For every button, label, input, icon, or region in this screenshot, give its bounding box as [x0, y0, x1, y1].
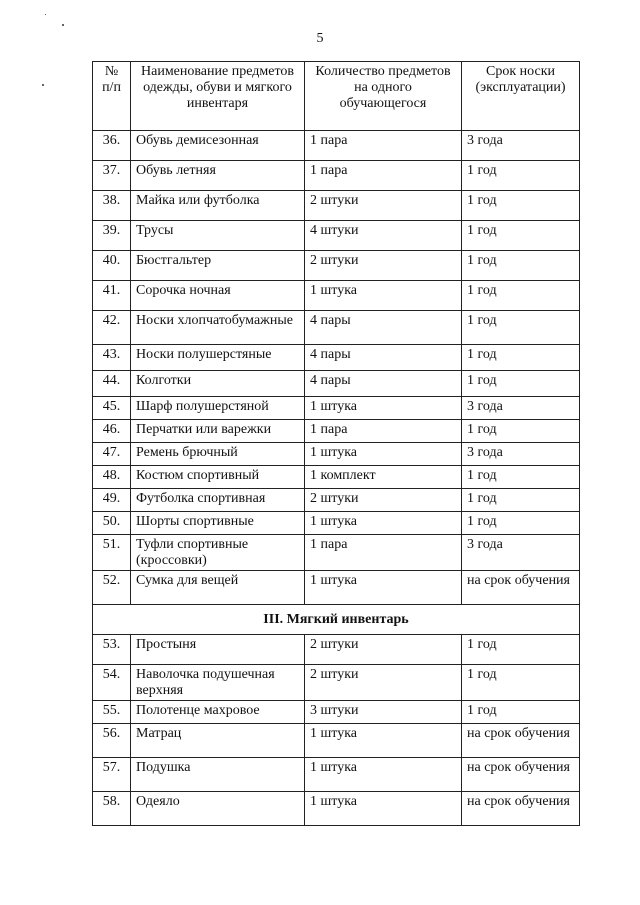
table-row: [93, 443, 580, 466]
scan-speck: [62, 24, 64, 26]
table-section: [93, 605, 580, 635]
item-wear-term: 3 года: [462, 443, 580, 466]
table-row: [93, 161, 580, 191]
header-item-name: Наименование предметов одежды, обуви и мягкого инвентаря: [131, 62, 305, 131]
table-row: [93, 371, 580, 397]
table-row: [93, 724, 580, 758]
row-number: 51.: [93, 535, 131, 571]
item-quantity: 4 пары: [305, 371, 462, 397]
table-row: [93, 131, 580, 161]
item-quantity: 1 штука: [305, 281, 462, 311]
table-row: [93, 758, 580, 792]
item-wear-term: 3 года: [462, 535, 580, 571]
item-wear-term: 1 год: [462, 701, 580, 724]
table-row: [93, 489, 580, 512]
item-quantity: 1 штука: [305, 443, 462, 466]
table-row: [93, 397, 580, 420]
item-quantity: 4 пары: [305, 311, 462, 345]
item-name: Сорочка ночная: [131, 281, 305, 311]
table-row: [93, 701, 580, 724]
item-name: Носки хлопчатобумажные: [131, 311, 305, 345]
table-row: [93, 512, 580, 535]
table-row: [93, 535, 580, 571]
item-name: Простыня: [131, 635, 305, 665]
clothing-norms-table: [92, 61, 580, 826]
item-quantity: 2 штуки: [305, 251, 462, 281]
item-quantity: 2 штуки: [305, 489, 462, 512]
row-number: 52.: [93, 571, 131, 605]
item-name: Наволочка подушечная верхняя: [131, 665, 305, 701]
item-name: Колготки: [131, 371, 305, 397]
scan-speck: [45, 14, 46, 15]
item-name: Одеяло: [131, 792, 305, 826]
item-quantity: 1 штука: [305, 724, 462, 758]
item-quantity: 1 пара: [305, 131, 462, 161]
row-number: 37.: [93, 161, 131, 191]
row-number: 45.: [93, 397, 131, 420]
item-quantity: 1 штука: [305, 397, 462, 420]
table-row: [93, 191, 580, 221]
item-wear-term: 1 год: [462, 345, 580, 371]
scan-speck: [42, 84, 44, 86]
item-name: Сумка для вещей: [131, 571, 305, 605]
section-row: [93, 605, 580, 635]
item-wear-term: 1 год: [462, 420, 580, 443]
row-number: 38.: [93, 191, 131, 221]
row-number: 40.: [93, 251, 131, 281]
table-row: [93, 221, 580, 251]
row-number: 55.: [93, 701, 131, 724]
item-wear-term: 1 год: [462, 512, 580, 535]
row-number: 39.: [93, 221, 131, 251]
item-wear-term: 1 год: [462, 281, 580, 311]
page-number: 5: [316, 31, 324, 46]
item-name: Футболка спортивная: [131, 489, 305, 512]
item-quantity: 2 штуки: [305, 635, 462, 665]
table-body-clothing: [93, 131, 580, 605]
item-quantity: 1 штука: [305, 758, 462, 792]
item-wear-term: на срок обучения: [462, 724, 580, 758]
row-number: 43.: [93, 345, 131, 371]
item-wear-term: 1 год: [462, 251, 580, 281]
table-body-soft-inventory: [93, 635, 580, 826]
row-number: 41.: [93, 281, 131, 311]
item-quantity: 1 штука: [305, 792, 462, 826]
header-wear-term: Срок носки (эксплуатации): [462, 62, 580, 131]
item-name: Костюм спортивный: [131, 466, 305, 489]
item-quantity: 2 штуки: [305, 665, 462, 701]
item-quantity: 1 пара: [305, 420, 462, 443]
row-number: 36.: [93, 131, 131, 161]
row-number: 47.: [93, 443, 131, 466]
section-title: III. Мягкий инвентарь: [93, 605, 580, 635]
table-row: [93, 571, 580, 605]
table-row: [93, 665, 580, 701]
item-wear-term: на срок обучения: [462, 758, 580, 792]
item-name: Бюстгальтер: [131, 251, 305, 281]
item-quantity: 1 штука: [305, 512, 462, 535]
row-number: 42.: [93, 311, 131, 345]
item-quantity: 1 пара: [305, 535, 462, 571]
item-name: Перчатки или варежки: [131, 420, 305, 443]
item-quantity: 4 пары: [305, 345, 462, 371]
table-row: [93, 281, 580, 311]
row-number: 57.: [93, 758, 131, 792]
item-quantity: 3 штуки: [305, 701, 462, 724]
row-number: 46.: [93, 420, 131, 443]
table-row: [93, 345, 580, 371]
row-number: 49.: [93, 489, 131, 512]
item-wear-term: 3 года: [462, 131, 580, 161]
item-wear-term: 1 год: [462, 665, 580, 701]
item-name: Обувь летняя: [131, 161, 305, 191]
table-row: [93, 635, 580, 665]
item-name: Шорты спортивные: [131, 512, 305, 535]
item-name: Матрац: [131, 724, 305, 758]
row-number: 50.: [93, 512, 131, 535]
item-wear-term: 3 года: [462, 397, 580, 420]
item-wear-term: 1 год: [462, 221, 580, 251]
item-name: Ремень брючный: [131, 443, 305, 466]
item-quantity: 1 пара: [305, 161, 462, 191]
item-wear-term: 1 год: [462, 161, 580, 191]
item-quantity: 1 комплект: [305, 466, 462, 489]
table-header-row: [93, 62, 580, 131]
table-row: [93, 251, 580, 281]
item-wear-term: 1 год: [462, 371, 580, 397]
table-row: [93, 792, 580, 826]
item-name: Обувь демисезонная: [131, 131, 305, 161]
item-quantity: 4 штуки: [305, 221, 462, 251]
table-row: [93, 311, 580, 345]
item-name: Туфли спортивные (кроссовки): [131, 535, 305, 571]
item-wear-term: 1 год: [462, 191, 580, 221]
row-number: 48.: [93, 466, 131, 489]
header-number: № п/п: [93, 62, 131, 131]
row-number: 56.: [93, 724, 131, 758]
item-wear-term: на срок обучения: [462, 792, 580, 826]
table-row: [93, 420, 580, 443]
header-quantity: Количество предметов на одного обучающегося: [305, 62, 462, 131]
row-number: 53.: [93, 635, 131, 665]
table-row: [93, 466, 580, 489]
item-wear-term: 1 год: [462, 635, 580, 665]
item-quantity: 2 штуки: [305, 191, 462, 221]
item-wear-term: на срок обучения: [462, 571, 580, 605]
row-number: 58.: [93, 792, 131, 826]
item-wear-term: 1 год: [462, 489, 580, 512]
item-wear-term: 1 год: [462, 466, 580, 489]
item-name: Носки полушерстяные: [131, 345, 305, 371]
item-name: Полотенце махровое: [131, 701, 305, 724]
item-wear-term: 1 год: [462, 311, 580, 345]
row-number: 44.: [93, 371, 131, 397]
item-name: Подушка: [131, 758, 305, 792]
item-name: Трусы: [131, 221, 305, 251]
row-number: 54.: [93, 665, 131, 701]
item-name: Шарф полушерстяной: [131, 397, 305, 420]
item-quantity: 1 штука: [305, 571, 462, 605]
item-name: Майка или футболка: [131, 191, 305, 221]
